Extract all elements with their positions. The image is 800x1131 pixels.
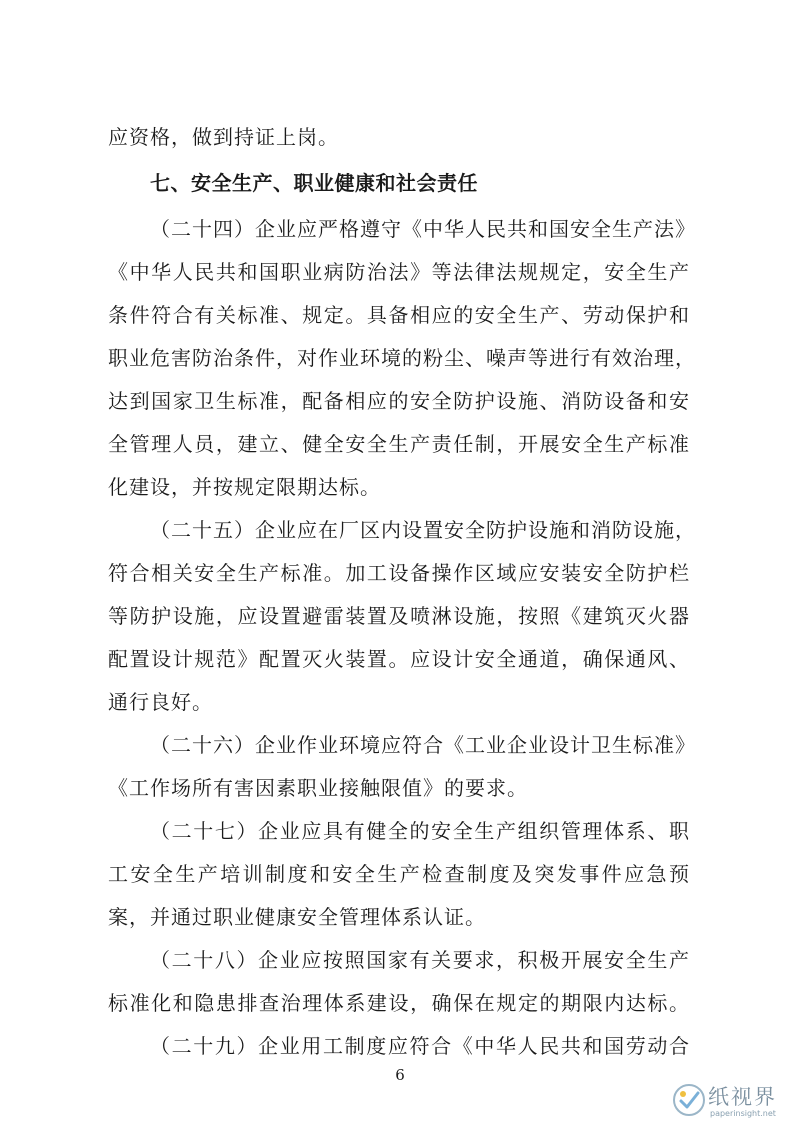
text-line: 通行良好。 (108, 690, 213, 714)
text-line: 《中华人民共和国职业病防治法》等法律法规规定，安全生产 (108, 260, 690, 284)
text-line: （二十九）企业用工制度应符合《中华人民共和国劳动合 (150, 1034, 690, 1058)
text-line: （二十六）企业作业环境应符合《工业企业设计卫生标准》 (150, 733, 696, 757)
text-line: 标准化和隐患排查治理体系建设，确保在规定的期限内达标。 (108, 991, 690, 1015)
text-line: 案，并通过职业健康安全管理体系认证。 (108, 905, 486, 929)
watermark-text: 纸视界 (708, 1085, 777, 1109)
page-number: 6 (395, 1066, 405, 1084)
text-line: 《工作场所有害因素职业接触限值》的要求。 (108, 776, 528, 800)
text-line: 配置设计规范》配置灭火装置。应设计安全通道，确保通风、 (108, 647, 690, 671)
text-line: 化建设，并按规定限期达标。 (108, 475, 381, 499)
text-line: 应资格，做到持证上岗。 (108, 125, 339, 149)
text-line: （二十七）企业应具有健全的安全生产组织管理体系、职 (150, 819, 690, 843)
text-line: （二十五）企业应在厂区内设置安全防护设施和消防设施， (150, 518, 696, 542)
text-line: 达到国家卫生标准，配备相应的安全防护设施、消防设备和安 (108, 389, 690, 413)
watermark-logo-icon (672, 1083, 706, 1117)
text-line: 工安全生产培训制度和安全生产检查制度及突发事件应急预 (108, 862, 690, 886)
section-heading: 七、安全生产、职业健康和社会责任 (150, 171, 478, 195)
watermark (672, 1079, 790, 1123)
text-line: （二十四）企业应严格遵守《中华人民共和国安全生产法》 (150, 217, 696, 241)
text-line: 等防护设施，应设置避雷装置及喷淋设施，按照《建筑灭火器 (108, 604, 690, 628)
text-line: 符合相关安全生产标准。加工设备操作区域应安装安全防护栏 (108, 561, 690, 585)
text-line: （二十八）企业应按照国家有关要求，积极开展安全生产 (150, 948, 690, 972)
text-line: 职业危害防治条件，对作业环境的粉尘、噪声等进行有效治理， (108, 346, 696, 370)
text-line: 条件符合有关标准、规定。具备相应的安全生产、劳动保护和 (108, 303, 690, 327)
watermark-url: paperinsight.net (710, 1109, 776, 1118)
text-line: 全管理人员，建立、健全安全生产责任制，开展安全生产标准 (108, 432, 690, 456)
